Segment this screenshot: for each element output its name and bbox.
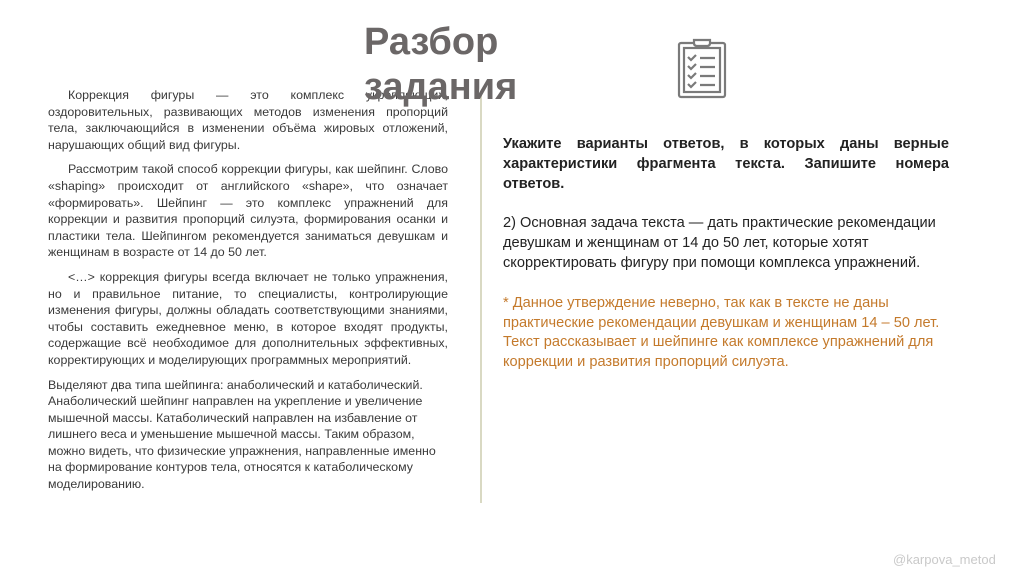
source-paragraph: Рассмотрим такой способ коррекции фигуры, как шейпинг. Слово «shaping» происходит от английского «shape», что означает «формировать». Шейпинг — это комплекс упражнений для коррекции и развития пропорций силуэта, формирования осанки и пластики тела. Шейпингом рекомендуется заниматься девушкам и женщинам в возрасте от 14 до 50 лет. bbox=[48, 162, 448, 260]
vertical-divider bbox=[480, 95, 482, 503]
title-line-1: Разбор bbox=[364, 21, 499, 63]
title-line-2: задания bbox=[364, 66, 518, 108]
answer-option: 2) Основная задача текста — дать практические рекомендации девушкам и женщинам от 14 до 50 лет, которые хотят скорректировать фигуру при помощи комплекса упражнений. bbox=[503, 215, 936, 271]
clipboard-checklist-icon bbox=[677, 37, 727, 99]
task-question: Укажите варианты ответов, в которых даны верные характеристики фрагмента текста. Запишите номера ответов. bbox=[503, 136, 949, 192]
author-handle: @karpova_metod bbox=[893, 552, 996, 567]
source-paragraph: <…> коррекция фигуры всегда включает не только упражнения, но и правильное питание, то специалисты, контролирующие изменения фигуры, должны обладать соответствующими знаниями, чтобы составить ежедневное меню, в которое входят продукты, содержащие всё необходимое для дополнительных эффективных, корректирующих и моделирующих программных мероприятий. bbox=[48, 269, 448, 367]
answer-explanation: * Данное утверждение неверно, так как в тексте не даны практические рекомендации девушкам и женщинам 14 – 50 лет. Текст рассказывает и шейпинге как комплексе упражнений для коррекции и развития пропорций силуэта. bbox=[503, 294, 940, 371]
source-text bbox=[48, 87, 448, 501]
slide-title bbox=[364, 20, 517, 110]
source-paragraph: Выделяют два типа шейпинга: анаболический и катаболический. Анаболический шейпинг направлен на укрепление и увеличение мышечной массы. Катаболический направлен на избавление от лишнего веса и уменьшение мышечной массы. Таким образом, можно видеть, что физические упражнения, направленные именно на формирование контуров тела, относятся к катаболическому моделированию. bbox=[48, 377, 436, 492]
task-panel bbox=[503, 135, 949, 373]
source-paragraph: Коррекция фигуры — это комплекс укрепляющих, оздоровительных, развивающих методов изменения пропорций тела, заключающийся в изменении объёма жировых отложений, нарушающих общий вид фигуры. bbox=[48, 88, 448, 152]
